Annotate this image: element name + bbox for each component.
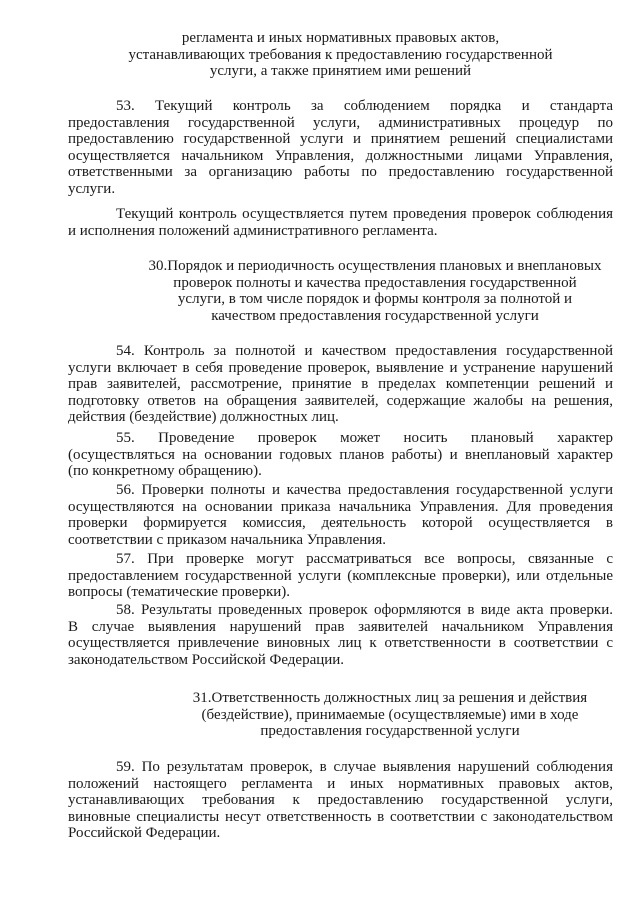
paragraph-58 <box>68 602 613 668</box>
heading-line: 31.Ответственность должностных лиц за решения и действия <box>192 690 588 706</box>
paragraph-59 <box>68 759 613 842</box>
paragraph-57 <box>68 551 613 601</box>
paragraph-line: Текущий контроль осуществляется путем проведения проверок соблюдения <box>116 206 613 222</box>
paragraph-line: 54. Контроль за полнотой и качеством предоставления государственной <box>116 343 613 359</box>
paragraph-line: (осуществляться на основании годовых планов работы) и внеплановый характер <box>68 446 613 463</box>
paragraph-line: положений настоящего регламента и иных нормативных правовых актов, <box>68 775 613 792</box>
paragraph-line: осуществляется привлечение виновных лиц к ответственности в соответствии с <box>68 635 613 652</box>
paragraph-line: вопросы (тематические проверки). <box>68 584 291 601</box>
paragraph-line: 57. При проверке могут рассматриваться все вопросы, связанные с <box>116 551 613 567</box>
paragraph-line: ответственными за организацию работы по предоставлению государственной <box>68 164 613 181</box>
paragraph-line: услуги. <box>68 180 116 197</box>
paragraph-53 <box>68 98 613 198</box>
paragraph-55 <box>68 430 613 480</box>
heading-line: проверок полноты и качества предоставления государственной <box>173 274 577 291</box>
paragraph-line: осуществляются на основании приказа начальника Управления. Для проведения <box>68 498 613 515</box>
heading-line: регламента и иных нормативных правовых актов, <box>181 30 500 46</box>
paragraph-line: 55. Проведение проверок может носить плановый характер <box>116 430 613 446</box>
paragraph-line: 56. Проверки полноты и качества предоставления государственной услуги <box>116 482 613 498</box>
paragraph-line: предоставлением государственной услуги (комплексные проверки), или отдельные <box>68 567 613 584</box>
paragraph-54 <box>68 343 613 426</box>
paragraph-line: действия (бездействие) должностных лиц. <box>68 409 339 426</box>
paragraph-line: устанавливающих требования к предоставлению государственной услуги, <box>68 792 613 809</box>
paragraph-line: Российской Федерации. <box>68 825 221 842</box>
heading-line: 30.Порядок и периодичность осуществления плановых и внеплановых <box>148 258 602 274</box>
paragraph-line: подготовку ответов на обращения заявителей, содержащие жалобы на решения, <box>68 392 613 409</box>
heading-line: предоставления государственной услуги <box>260 723 520 739</box>
section-heading-30 <box>115 258 635 324</box>
heading-line: услуги, в том числе порядок и формы контроля за полнотой и <box>177 291 573 307</box>
paragraph-line: соответствии с приказом начальника Управления. <box>68 531 386 548</box>
heading-line: (бездействие), принимаемые (осуществляемые) ими в ходе <box>201 706 579 723</box>
section-heading-31 <box>150 690 630 740</box>
paragraph-line: виновные специалисты несут ответственность в соответствии с законодательством <box>68 808 613 825</box>
paragraph-line: проверки формируется комиссия, деятельность которой осуществляется в <box>68 515 613 532</box>
heading-line: устанавливающих требования к предоставлению государственной <box>128 46 553 63</box>
paragraph-line: В случае выявления нарушений прав заявителей начальником Управления <box>68 618 613 635</box>
paragraph-line: законодательством Российской Федерации. <box>68 651 345 668</box>
paragraph-line: предоставления государственной услуги, административных процедур по <box>68 114 613 131</box>
paragraph-line: (по конкретному обращению). <box>68 463 262 480</box>
paragraph-line: 53. Текущий контроль за соблюдением порядка и стандарта <box>116 98 613 114</box>
section-heading-top <box>68 30 613 80</box>
heading-line: услуги, а также принятием ими решений <box>209 63 472 79</box>
paragraph-line: услуги включает в себя проведение проверок, выявление и устранение нарушений <box>68 359 613 376</box>
paragraph-line: 59. По результатам проверок, в случае выявления нарушений соблюдения <box>116 759 613 775</box>
paragraph-line: предоставлению государственной услуги и принятием решений специалистами <box>68 131 613 148</box>
paragraph-56 <box>68 482 613 548</box>
paragraph-53-cont <box>68 206 613 239</box>
paragraph-line: 58. Результаты проведенных проверок оформляются в виде акта проверки. <box>116 602 613 618</box>
paragraph-line: осуществляется начальником Управления, должностными лицами Управления, <box>68 147 613 164</box>
paragraph-line: и исполнения положений административного регламента. <box>68 222 438 239</box>
heading-line: качеством предоставления государственной услуги <box>211 307 539 324</box>
paragraph-line: прав заявителей, рассмотрение, принятие в пределах компетенции решений и <box>68 376 613 393</box>
